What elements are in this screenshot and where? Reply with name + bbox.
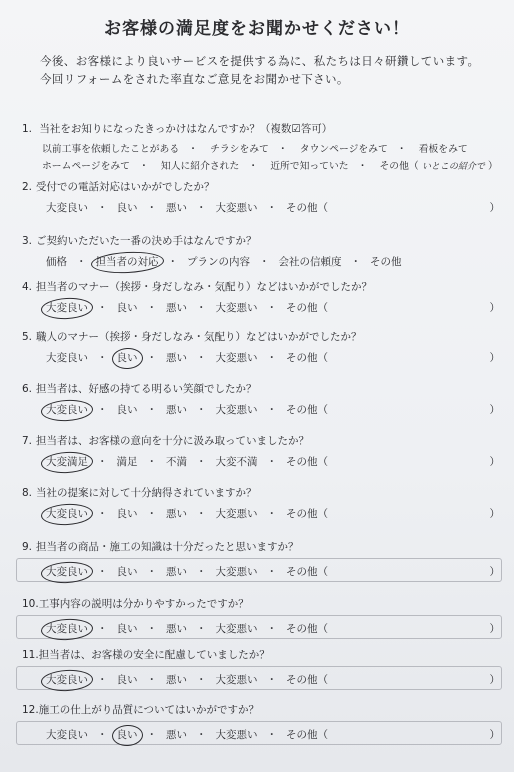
option-circled[interactable]: 大変良い — [46, 508, 88, 520]
separator: ・ — [146, 352, 157, 364]
option-circled[interactable]: 良い — [116, 729, 138, 741]
answer-options — [46, 301, 512, 316]
option[interactable]: その他（ — [286, 352, 328, 364]
option[interactable]: 知人に紹介された — [160, 161, 240, 172]
option[interactable]: チラシをみて — [210, 144, 269, 155]
option[interactable]: 悪い — [166, 729, 187, 741]
option[interactable]: その他（ — [286, 456, 328, 468]
option[interactable]: 満足 — [116, 456, 138, 468]
separator: ・ — [259, 256, 270, 268]
option-circled[interactable]: 大変良い — [46, 674, 88, 686]
separator: ・ — [146, 566, 157, 578]
option[interactable]: 大変良い — [46, 202, 88, 214]
separator: ・ — [146, 302, 157, 314]
question-6 — [22, 382, 512, 418]
separator: ・ — [97, 404, 108, 416]
close-paren: ） — [489, 508, 500, 520]
survey-title: お客様の満足度をお聞かせください！ — [104, 19, 410, 39]
separator: ・ — [146, 456, 157, 468]
separator: ・ — [196, 456, 207, 468]
close-paren: ） — [489, 202, 500, 214]
option[interactable]: 大変悪い — [215, 202, 258, 214]
answer-options — [46, 255, 512, 270]
option[interactable]: 悪い — [166, 566, 187, 578]
option[interactable]: 大変悪い — [215, 623, 258, 635]
question-text: 5. 職人のマナー（挨拶・身だしなみ・気配り）などはいかがでしたか？ — [22, 331, 362, 343]
separator: ・ — [196, 404, 207, 416]
question-1-text: 1. 当社をお知りになったきっかけはなんですか？（複数☑答可） — [22, 123, 333, 135]
option[interactable]: 良い — [116, 674, 138, 686]
question-1-options-row2: ホームページをみて ・ 知人に紹介された ・ 近所で知っていた ・ その他（ いとこの紹介で ） — [42, 158, 512, 176]
question-text: 12.施工の仕上がり品質についてはいかがですか？ — [22, 704, 259, 716]
separator: ・ — [196, 352, 207, 364]
option[interactable]: 不満 — [166, 456, 187, 468]
separator: ・ — [146, 729, 157, 741]
option[interactable]: 大変悪い — [215, 302, 258, 314]
question-text: 6. 担当者は、好感の持てる明るい笑顔でしたか？ — [22, 383, 257, 395]
separator: ・ — [266, 404, 277, 416]
answer-options — [46, 622, 512, 637]
separator: ・ — [97, 352, 108, 364]
option[interactable]: その他（ — [286, 674, 328, 686]
close-paren: ） — [489, 404, 500, 416]
option[interactable]: 会社の信頼度 — [278, 256, 342, 268]
option[interactable]: 価格 — [46, 256, 67, 268]
separator: ・ — [167, 256, 178, 268]
option[interactable]: 悪い — [166, 352, 187, 364]
separator: ・ — [266, 302, 277, 314]
separator: ・ — [266, 456, 277, 468]
option[interactable]: その他（ — [286, 508, 328, 520]
option[interactable]: その他（ — [286, 302, 328, 314]
separator: ・ — [97, 508, 108, 520]
separator: ・ — [97, 566, 108, 578]
option[interactable]: 大変悪い — [215, 404, 258, 416]
separator: ・ — [146, 623, 157, 635]
option[interactable]: 良い — [116, 302, 138, 314]
separator: ・ — [266, 202, 277, 214]
question-9 — [22, 540, 512, 580]
option[interactable]: その他（ — [286, 566, 328, 578]
option-circled[interactable]: 大変満足 — [46, 456, 88, 468]
answer-options — [46, 403, 512, 418]
option[interactable]: その他（ — [286, 202, 328, 214]
option[interactable]: 悪い — [166, 508, 187, 520]
option[interactable]: 良い — [116, 202, 138, 214]
option[interactable]: 大変不満 — [215, 456, 258, 468]
separator: ・ — [266, 566, 277, 578]
separator: ・ — [266, 674, 277, 686]
separator: ・ — [350, 256, 361, 268]
separator: ・ — [146, 508, 157, 520]
option[interactable]: 大変悪い — [215, 566, 258, 578]
option-circled[interactable]: 良い — [116, 352, 138, 364]
separator: ・ — [146, 202, 157, 214]
question-8 — [22, 486, 512, 522]
close-paren: ） — [489, 352, 500, 364]
question-2 — [22, 180, 512, 216]
option[interactable]: その他（ — [286, 729, 328, 741]
option[interactable]: 良い — [116, 566, 138, 578]
separator: ・ — [97, 729, 108, 741]
question-text: 11.担当者は、お客様の安全に配慮していましたか？ — [22, 649, 270, 661]
question-1-options-row1: 以前工事を依頼したことがある ・ チラシをみて ・ タウンページをみて ・ 看板をみて — [42, 141, 512, 158]
separator: ・ — [97, 202, 108, 214]
answer-options — [46, 201, 512, 216]
question-text: 3. ご契約いただいた一番の決め手はなんですか？ — [22, 235, 257, 247]
answer-options — [46, 351, 512, 366]
option[interactable]: 悪い — [166, 404, 187, 416]
separator: ・ — [97, 674, 108, 686]
handwritten-answer: いとこの紹介で — [421, 162, 485, 172]
separator: ・ — [146, 404, 157, 416]
question-text: 8. 当社の提案に対して十分納得されていますか？ — [22, 487, 257, 499]
question-text: 2. 受付での電話対応はいかがでしたか？ — [22, 181, 215, 193]
option[interactable]: タウンページをみて — [299, 144, 388, 155]
separator: ・ — [266, 508, 277, 520]
option[interactable]: プランの内容 — [187, 256, 250, 268]
option[interactable]: 大変良い — [46, 729, 88, 741]
question-7 — [22, 434, 512, 470]
option[interactable]: 大変良い — [46, 352, 88, 364]
close-paren: ） — [489, 674, 500, 686]
close-paren: ） — [489, 456, 500, 468]
separator: ・ — [146, 674, 157, 686]
option[interactable]: 以前工事を依頼したことがある — [42, 144, 180, 155]
option[interactable]: その他（ — [379, 161, 419, 172]
question-1 — [22, 122, 512, 176]
separator: ・ — [76, 256, 87, 268]
option[interactable]: 悪い — [166, 623, 187, 635]
option[interactable]: 良い — [116, 404, 138, 416]
question-text: 7. 担当者は、お客様の意向を十分に汲み取っていましたか？ — [22, 435, 309, 447]
answer-options — [46, 455, 512, 470]
separator: ・ — [196, 508, 207, 520]
separator: ・ — [266, 729, 277, 741]
question-text: 4. 担当者のマナー（挨拶・身だしなみ・気配り）などはいかがでしたか？ — [22, 281, 372, 293]
option[interactable]: その他（ — [286, 404, 328, 416]
separator: ・ — [196, 729, 207, 741]
option[interactable]: 看板をみて — [418, 144, 468, 155]
separator: ・ — [97, 456, 108, 468]
question-3 — [22, 234, 512, 270]
option-circled[interactable]: 大変良い — [46, 404, 88, 416]
separator: ・ — [266, 623, 277, 635]
close-paren: ） — [489, 302, 500, 314]
separator: ・ — [196, 566, 207, 578]
close-paren: ） — [489, 566, 500, 578]
option[interactable]: ホームページをみて — [42, 161, 130, 172]
option[interactable]: その他 — [370, 256, 402, 268]
answer-options — [46, 565, 512, 580]
option[interactable]: 大変悪い — [215, 352, 258, 364]
question-11 — [22, 648, 512, 688]
survey-intro: 今後、お客様により良いサービスを提供する為に、私たちは日々研鑽しています。今回リフォームをされた率直なご意見をお聞かせ下さい。 — [40, 54, 480, 86]
question-text: 9. 担当者の商品・施工の知識は十分だったと思いますか？ — [22, 541, 299, 553]
question-text: 10.工事内容の説明は分かりやすかったですか？ — [22, 598, 249, 610]
option[interactable]: 悪い — [166, 302, 187, 314]
option[interactable]: 悪い — [166, 202, 187, 214]
separator: ・ — [97, 302, 108, 314]
option[interactable]: 悪い — [166, 674, 187, 686]
separator: ・ — [196, 623, 207, 635]
question-4 — [22, 280, 512, 316]
option-circled[interactable]: 大変良い — [46, 566, 88, 578]
question-12 — [22, 703, 512, 743]
option[interactable]: その他（ — [286, 623, 328, 635]
option[interactable]: 近所で知っていた — [270, 161, 349, 172]
option-circled[interactable]: 担当者の対応 — [95, 256, 159, 268]
option[interactable]: 良い — [116, 623, 138, 635]
separator: ・ — [266, 352, 277, 364]
separator: ・ — [196, 302, 207, 314]
question-10 — [22, 597, 512, 637]
option[interactable]: 大変悪い — [215, 508, 258, 520]
option[interactable]: 大変悪い — [215, 729, 258, 741]
separator: ・ — [196, 202, 207, 214]
answer-options — [46, 728, 512, 743]
separator: ・ — [97, 623, 108, 635]
option[interactable]: 大変悪い — [215, 674, 258, 686]
answer-options — [46, 507, 512, 522]
option-circled[interactable]: 大変良い — [46, 302, 88, 314]
answer-options — [46, 673, 512, 688]
question-5 — [22, 330, 512, 366]
option[interactable]: 良い — [116, 508, 138, 520]
separator: ・ — [196, 674, 207, 686]
option-circled[interactable]: 大変良い — [46, 623, 88, 635]
close-paren: ） — [489, 729, 500, 741]
close-paren: ） — [489, 623, 500, 635]
